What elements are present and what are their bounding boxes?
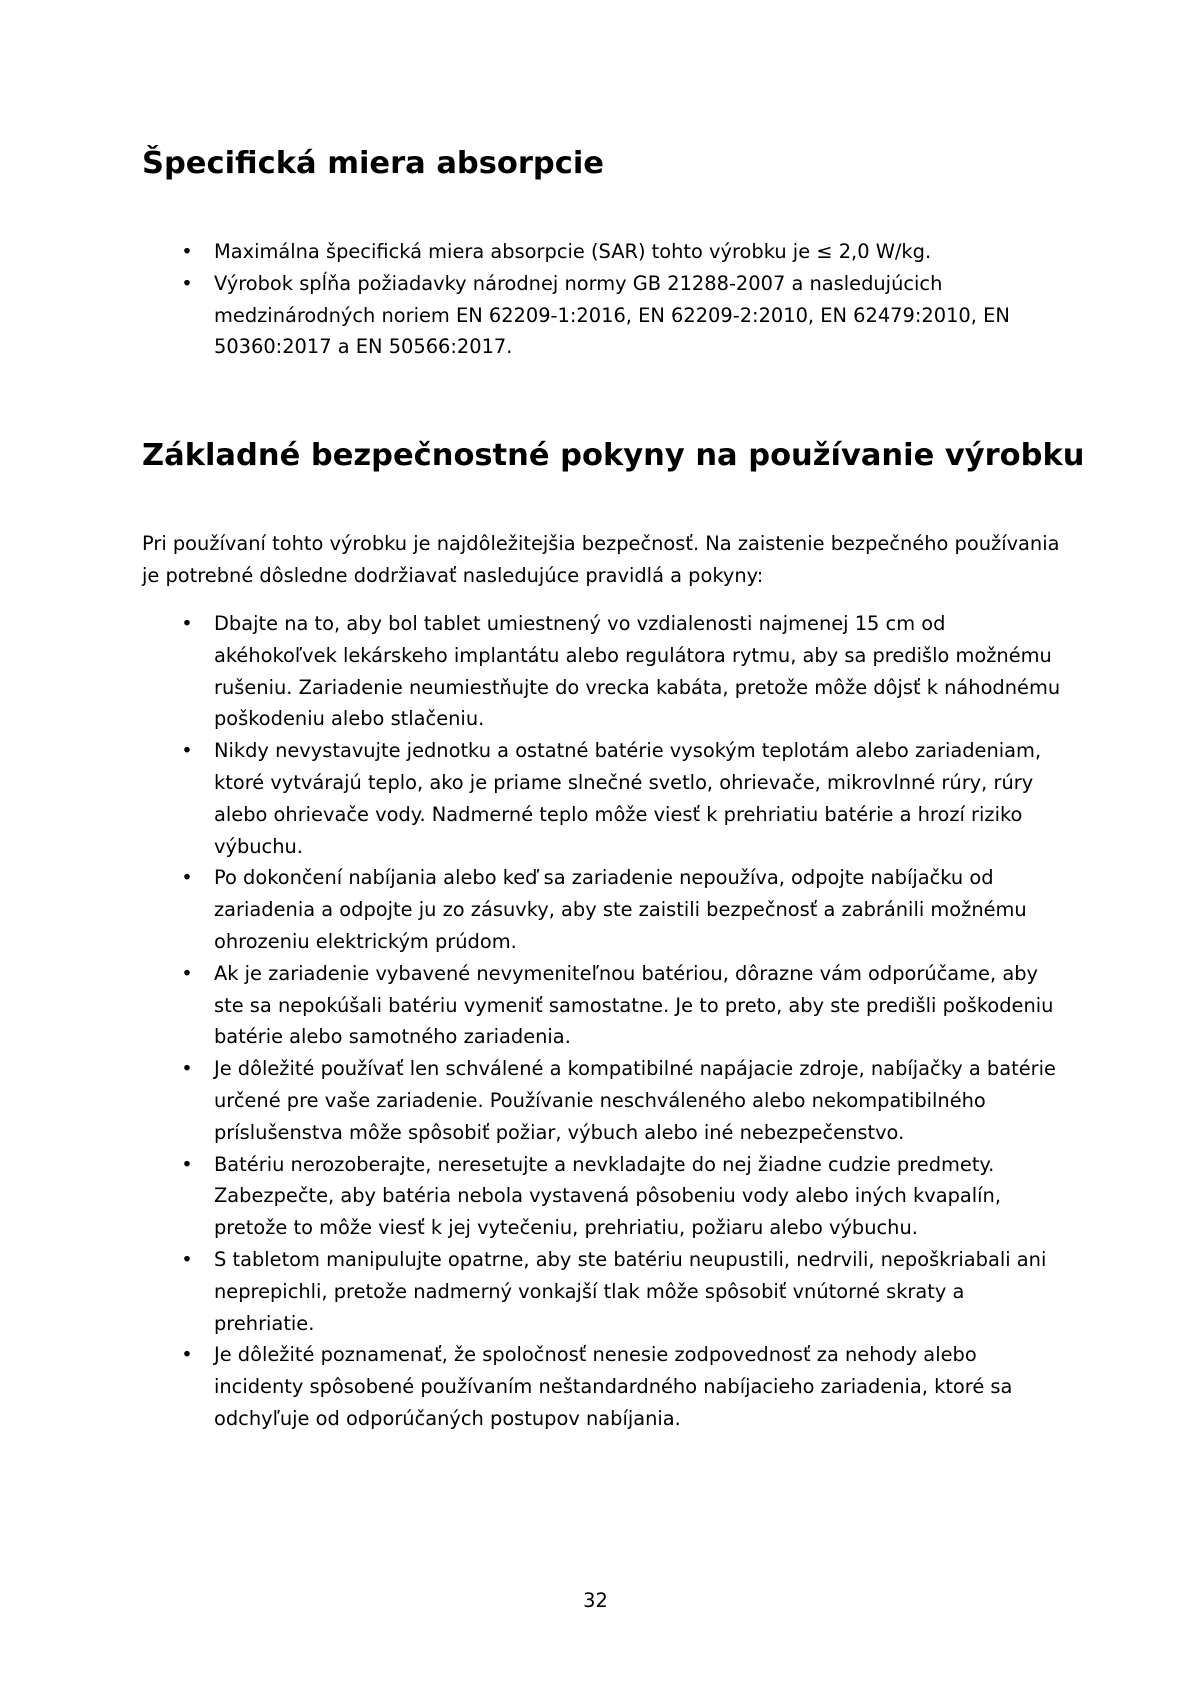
bullet-icon: • bbox=[181, 961, 193, 985]
bullet-icon: • bbox=[181, 1057, 193, 1081]
bullet-icon: • bbox=[181, 1152, 193, 1176]
safety-bullet-list bbox=[0, 608, 1064, 1435]
list-item-text: Maximálna špecifická miera absorpcie (SAR) tohto výrobku je ≤ 2,0 W/kg. bbox=[214, 240, 932, 263]
bullet-icon: • bbox=[181, 866, 193, 890]
list-item-text: Batériu nerozoberajte, neresetujte a nevkladajte do nej žiadne cudzie predmety. Zabezpečte, aby batéria nebola vystavená pôsobeniu vody alebo iných kvapalín, pretože to môže viesť k jej vytečeniu, prehriatiu, požiaru alebo výbuchu. bbox=[214, 1152, 1002, 1240]
list-item bbox=[0, 862, 1064, 957]
list-item-text: Po dokončení nabíjania alebo keď sa zariadenie nepoužíva, odpojte nabíjačku od zariadenia a odpojte ju zo zásuvky, aby ste zaistili bezpečnosť a zabránili možnému ohrozeniu elektrickým prúdom. bbox=[214, 866, 1027, 953]
bullet-icon: • bbox=[181, 240, 193, 263]
list-item-text: Je dôležité poznamenať, že spoločnosť nenesie zodpovednosť za nehody alebo incidenty spôsobené používaním neštandardného nabíjacieho zariadenia, ktoré sa odchyľuje od odporúčaných postupov nabíjania. bbox=[214, 1343, 1013, 1430]
list-item-text: Ak je zariadenie vybavené nevymeniteľnou batériou, dôrazne vám odporúčame, aby ste sa nepokúšali batériu vymeniť samostatne. Je to preto, aby ste predišli poškodeniu batérie alebo samotného zariadenia. bbox=[214, 961, 1054, 1049]
list-item bbox=[0, 1339, 1064, 1434]
list-item-text: Dbajte na to, aby bol tablet umiestnený vo vzdialenosti najmenej 15 cm od akéhokoľvek lekárskeho implantátu alebo regulátora rytmu, aby sa predišlo možnému rušeniu. Zariadenie neumiestňujte do vrecka kabáta, pretože môže dôjsť k náhodnému poškodeniu alebo stlačeniu. bbox=[214, 612, 1061, 731]
list-item bbox=[0, 236, 1064, 268]
list-item bbox=[0, 1149, 1064, 1244]
page-number: 32 bbox=[583, 1589, 608, 1612]
list-item-text: S tabletom manipulujte opatrne, aby ste batériu neupustili, nedrvili, nepoškriabali ani neprepichli, pretože nadmerný vonkajší tlak môže spôsobiť vnútorné skraty a prehriatie. bbox=[214, 1247, 1047, 1335]
section-heading-sar: Špecifická miera absorpcie bbox=[142, 146, 604, 181]
sar-bullet-list bbox=[0, 236, 1064, 363]
list-item-text: Je dôležité používať len schválené a kompatibilné napájacie zdroje, nabíjačky a batérie určené pre vaše zariadenie. Používanie neschváleného alebo nekompatibilného príslušenstva môže spôsobiť požiar, výbuch alebo iné nebezpečenstvo. bbox=[214, 1057, 1056, 1144]
list-item bbox=[0, 735, 1064, 862]
safety-intro-paragraph: Pri používaní tohto výrobku je najdôležitejšia bezpečnosť. Na zaistenie bezpečného používania je potrebné dôsledne dodržiavať nasledujúce pravidlá a pokyny: bbox=[142, 532, 1060, 587]
list-item-text: Výrobok spĺňa požiadavky národnej normy GB 21288-2007 a nasledujúcich medzinárodných noriem EN 62209-1:2016, EN 62209-2:2010, EN 62479:2010, EN 50360:2017 a EN 50566:2017. bbox=[214, 271, 1010, 359]
list-item bbox=[0, 608, 1064, 735]
bullet-icon: • bbox=[181, 612, 193, 635]
bullet-icon: • bbox=[181, 271, 193, 295]
bullet-icon: • bbox=[181, 739, 193, 763]
bullet-icon: • bbox=[181, 1247, 193, 1271]
list-item bbox=[0, 268, 1064, 363]
list-item bbox=[0, 1244, 1064, 1339]
bullet-icon: • bbox=[181, 1343, 193, 1367]
list-item-text: Nikdy nevystavujte jednotku a ostatné batérie vysokým teplotám alebo zariadeniam, ktoré vytvárajú teplo, ako je priame slnečné svetlo, ohrievače, mikrovlnné rúry, rúry alebo ohrievače vody. Nadmerné teplo môže viesť k prehriatiu batérie a hrozí riziko výbuchu. bbox=[214, 739, 1042, 858]
list-item bbox=[0, 1053, 1064, 1148]
list-item bbox=[0, 958, 1064, 1053]
section-heading-safety: Základné bezpečnostné pokyny na používanie výrobku bbox=[142, 438, 1085, 473]
